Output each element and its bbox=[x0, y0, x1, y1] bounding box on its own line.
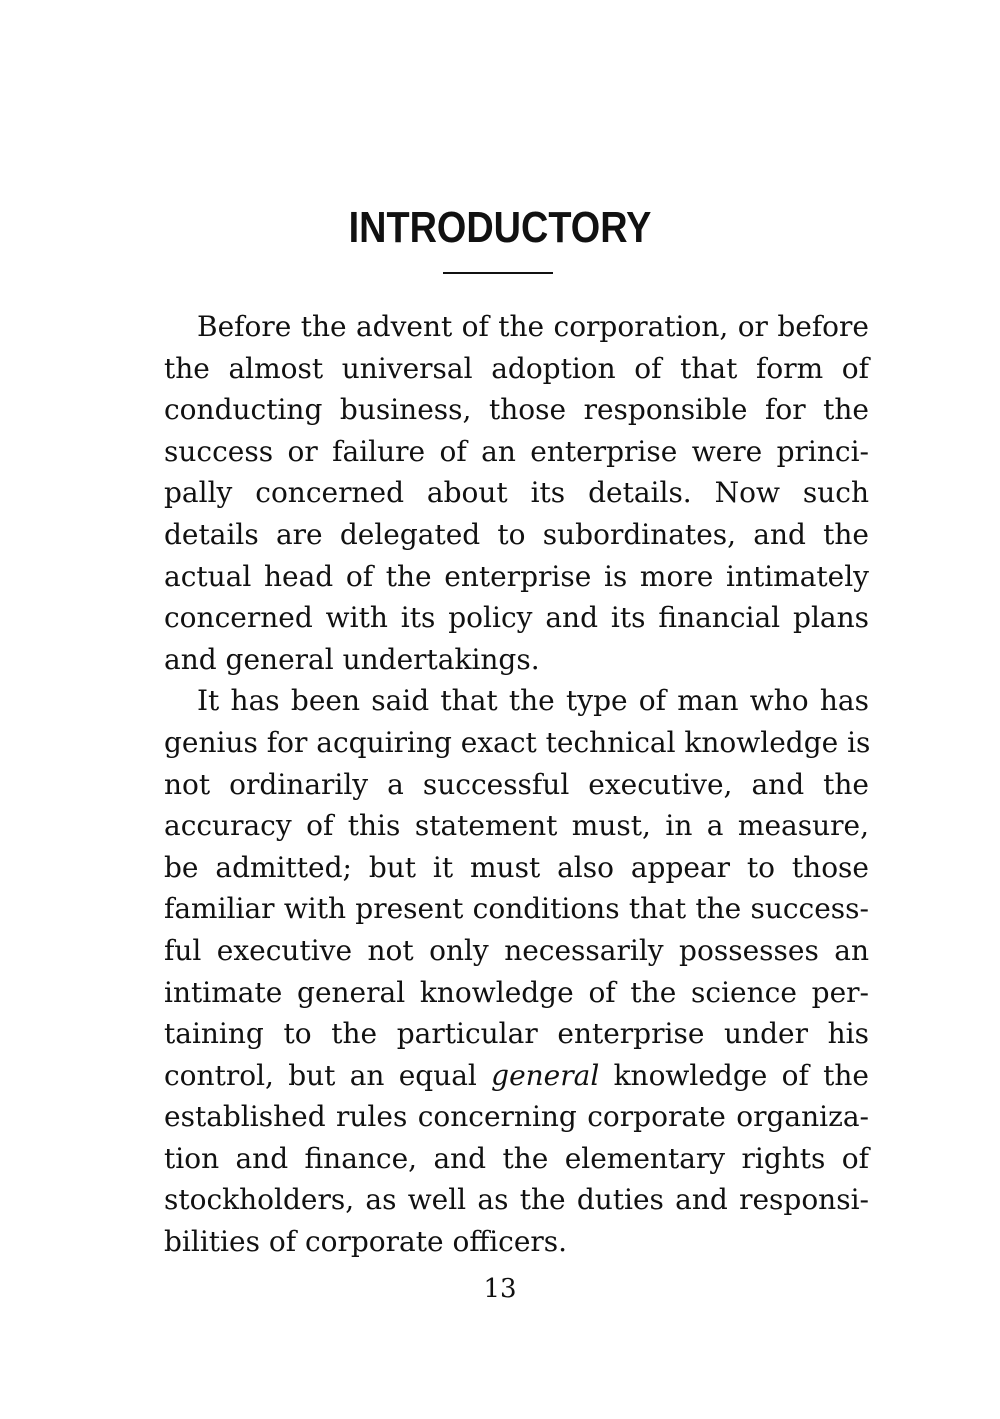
text-line: bilities of corporate officers. bbox=[164, 1225, 568, 1259]
text-line: ful executive not only necessarily possesses an bbox=[164, 933, 869, 967]
text-line: be admitted; but it must also appear to those bbox=[164, 850, 869, 884]
text-segment: knowledge of the bbox=[613, 1058, 869, 1092]
text-line: the almost universal adoption of that form of bbox=[164, 351, 869, 385]
text-line: success or failure of an enterprise were princi- bbox=[164, 434, 869, 468]
text-line: concerned with its policy and its financial plans bbox=[164, 601, 869, 635]
text-line: not ordinarily a successful executive, and the bbox=[164, 767, 869, 801]
text-line: conducting business, those responsible for the bbox=[164, 393, 869, 427]
page-title: INTRODUCTORY bbox=[348, 203, 652, 252]
text-line: pally concerned about its details. Now such bbox=[164, 476, 869, 510]
italic-word: general bbox=[491, 1058, 600, 1092]
text-line: familiar with present conditions that the success- bbox=[164, 892, 869, 926]
text-line: actual head of the enterprise is more intimately bbox=[164, 559, 869, 593]
text-line: genius for acquiring exact technical knowledge is bbox=[164, 725, 871, 759]
text-line: and general undertakings. bbox=[164, 642, 540, 676]
body-text bbox=[131, 306, 869, 1263]
text-line: taining to the particular enterprise under his bbox=[164, 1017, 869, 1051]
text-line: stockholders, as well as the duties and responsi- bbox=[164, 1183, 869, 1217]
text-line: tion and finance, and the elementary rights of bbox=[164, 1141, 869, 1175]
text-line: accuracy of this statement must, in a measure, bbox=[164, 809, 869, 843]
title-divider bbox=[443, 272, 553, 274]
text-line: intimate general knowledge of the science per- bbox=[164, 975, 869, 1009]
text-line: It has been said that the type of man who has bbox=[197, 684, 869, 718]
text-line: established rules concerning corporate organiza- bbox=[164, 1100, 869, 1134]
paragraph-1 bbox=[131, 306, 869, 680]
text-line: Before the advent of the corporation, or before bbox=[197, 310, 869, 343]
text-line: details are delegated to subordinates, and the bbox=[164, 517, 869, 551]
page-number: 13 bbox=[483, 1274, 517, 1304]
text-line-with-italic bbox=[131, 1055, 869, 1097]
paragraph-2 bbox=[131, 680, 869, 1262]
text-segment: control, but an equal bbox=[164, 1058, 477, 1092]
